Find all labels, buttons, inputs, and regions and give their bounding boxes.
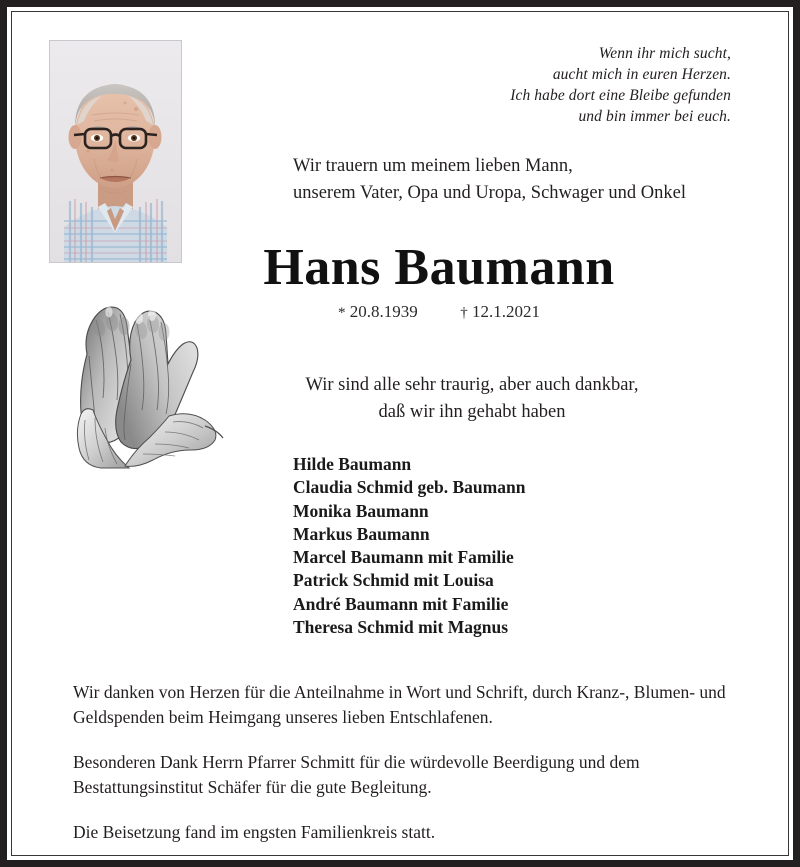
list-item: André Baumann mit Familie — [293, 593, 509, 614]
notice-content — [7, 7, 793, 860]
praying-hands-image — [65, 298, 225, 474]
life-dates — [7, 302, 793, 322]
list-item: Hilde Baumann — [293, 454, 412, 474]
death-date: 12.1.2021 — [472, 302, 540, 321]
praying-hands-illustration — [65, 298, 225, 474]
list-item: Markus Baumann — [293, 523, 430, 544]
list-item: Monika Baumann — [293, 500, 429, 521]
gratitude-line-2: daß wir ihn gehabt haben — [378, 402, 566, 422]
deceased-name: Hans Baumann — [263, 239, 615, 296]
birth-date: 20.8.1939 — [349, 302, 418, 321]
closing-paragraph-burial: Die Beisetzung fand im engsten Familienkreis statt. — [73, 822, 436, 842]
poem-line-2: aucht mich in euren Herzen. — [552, 66, 731, 83]
list-item: Marcel Baumann mit Familie — [293, 547, 514, 568]
poem-line-1: Wenn ihr mich sucht, — [598, 45, 731, 62]
list-item: Patrick Schmid mit Louisa — [293, 570, 494, 591]
death-cross-icon: † — [460, 305, 468, 321]
list-item: Theresa Schmid mit Magnus — [293, 617, 509, 638]
family-names-list — [293, 453, 525, 639]
closing-text — [73, 680, 753, 845]
poem-verse — [510, 43, 731, 127]
mourning-intro-line-1: Wir trauern um meinem lieben Mann, — [293, 156, 573, 176]
gratitude-message — [257, 372, 687, 426]
mourning-intro-line-2: unserem Vater, Opa und Uropa, Schwager und Onkel — [293, 183, 686, 203]
birth-star-icon: * — [338, 305, 346, 321]
closing-paragraph-special-thanks: Besonderen Dank Herrn Pfarrer Schmitt für die würdevolle Beerdigung und dem Bestattungsinstitut Schäfer für die gute Begleitung. — [73, 752, 640, 797]
closing-paragraph-thanks: Wir danken von Herzen für die Anteilnahme in Wort und Schrift, durch Kranz-, Blumen- und Geldspenden beim Heimgang unseres lieben Entschlafenen. — [73, 682, 726, 727]
gratitude-line-1: Wir sind alle sehr traurig, aber auch dankbar, — [305, 375, 639, 395]
portrait-photo-image — [50, 41, 181, 262]
portrait-photo — [49, 40, 182, 263]
list-item: Claudia Schmid geb. Baumann — [293, 477, 526, 498]
poem-line-3: Ich habe dort eine Bleibe gefunden — [510, 87, 731, 104]
poem-line-4: und bin immer bei euch. — [578, 108, 731, 125]
mourning-intro — [293, 153, 686, 207]
